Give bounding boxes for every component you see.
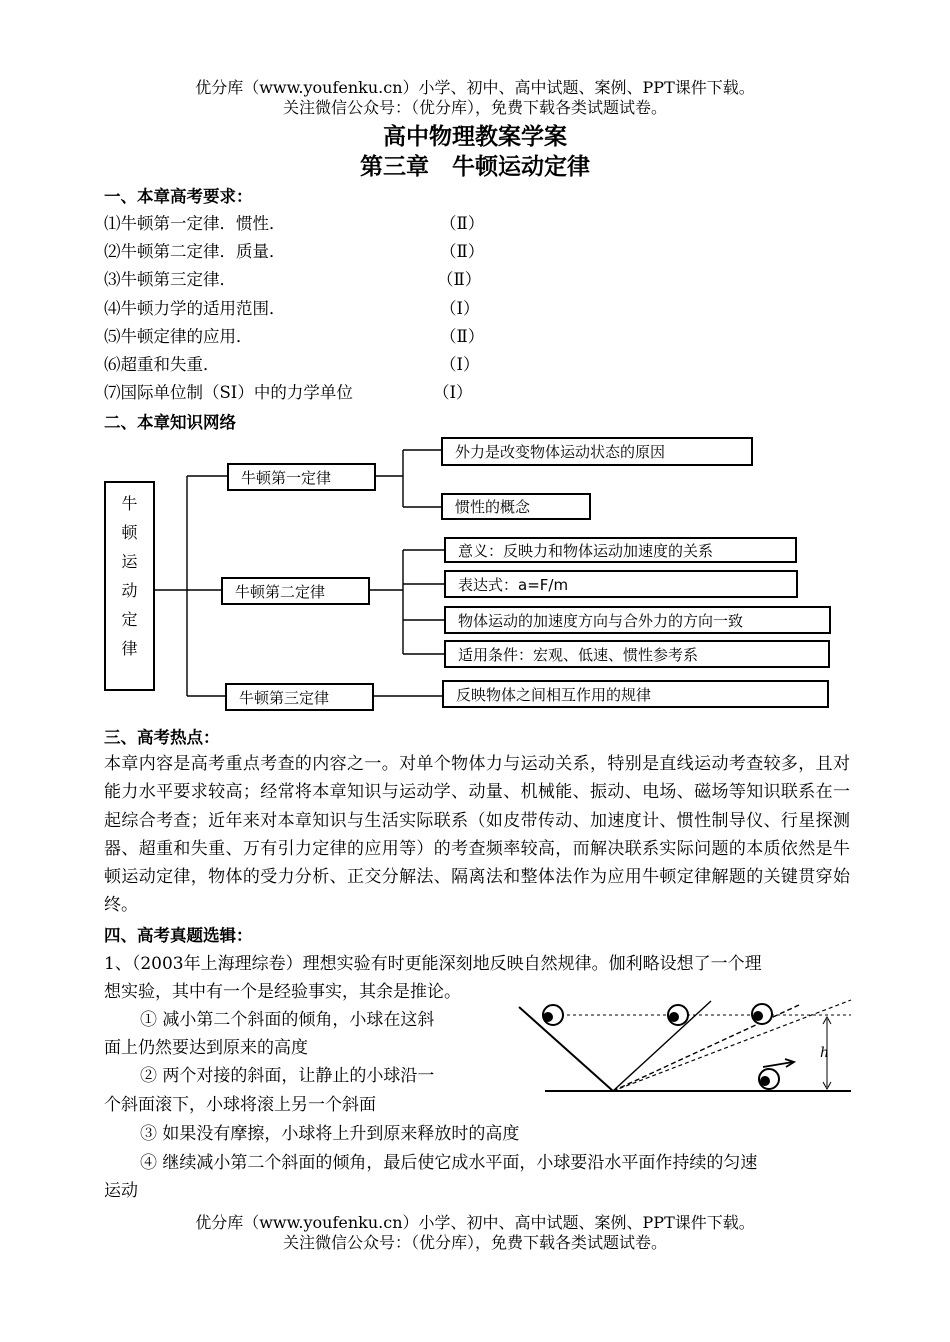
section1-heading: 一、本章高考要求： <box>104 187 253 206</box>
header-line-2: 关注微信公众号：（优分库），免费下载各类试题试卷。 <box>282 98 667 117</box>
root-char: 律 <box>121 639 138 658</box>
root-char: 运 <box>121 552 138 571</box>
law3-detail-box: 反映物体之间相互作用的规律 <box>442 680 829 708</box>
law1-detail-box: 惯性的概念 <box>441 493 591 520</box>
requirement-level: （Ⅱ） <box>440 327 485 346</box>
root-char: 定 <box>121 610 138 629</box>
question1-line1: 1、（2003年上海理综卷）理想实验有时更能深刻地反映自然规律。伽利略设想了一个理 <box>104 954 762 974</box>
requirement-level: （Ⅱ） <box>440 214 485 233</box>
law1-box: 牛顿第一定律 <box>227 463 376 491</box>
requirement-level: （Ⅰ） <box>440 355 480 374</box>
statement-1-cont: 面上仍然要达到原来的高度 <box>104 1038 308 1058</box>
law1-detail-box: 外力是改变物体运动状态的原因 <box>441 437 753 466</box>
requirement-item: ⑶牛顿第三定律． <box>104 270 236 289</box>
law2-detail-box: 适用条件：宏观、低速、惯性参考系 <box>444 640 830 668</box>
height-label: h <box>820 1045 830 1061</box>
requirement-item: ⑴牛顿第一定律．惯性． <box>104 214 286 233</box>
section3-body: 本章内容是高考重点考查的内容之一。对单个物体力与运动关系，特别是直线运动考查较多，且对能力水平要求较高；经常将本章知识与运动学、动量、机械能、振动、电场、磁场等知识联系在一起综合考查；近年来对本章知识与生活实际联系（如皮带传动、加速度计、惯性制导仪、行星探测器、超重和失重、万有引力定律的应用等）的考查频率较高，而解决联系实际问题的本质依然是牛顿运动定律，物体的受力分析、正交分解法、隔离法和整体法作为应用牛顿定律解题的关键贯穿始终。 <box>104 754 850 916</box>
statement-4: ④ 继续减小第二个斜面的倾角，最后使它成水平面，小球要沿水平面作持续的匀速 <box>140 1153 758 1173</box>
section4-heading: 四、高考真题选辑： <box>104 926 253 945</box>
network-root-box <box>104 481 155 691</box>
root-char: 动 <box>121 581 138 600</box>
section2-heading: 二、本章知识网络 <box>104 413 236 432</box>
statement-1: ① 减小第二个斜面的倾角，小球在这斜 <box>140 1010 435 1030</box>
requirement-item: ⑷牛顿力学的适用范围． <box>104 299 286 318</box>
requirement-level: （Ⅱ） <box>440 242 485 261</box>
requirement-item: ⑵牛顿第二定律．质量． <box>104 242 286 261</box>
statement-3: ③ 如果没有摩擦，小球将上升到原来释放时的高度 <box>140 1124 520 1144</box>
law2-detail-box: 物体运动的加速度方向与合外力的方向一致 <box>444 606 831 634</box>
requirement-item: ⑹超重和失重． <box>104 355 220 374</box>
requirement-level: （Ⅰ） <box>440 299 480 318</box>
root-char: 顿 <box>121 523 138 542</box>
law3-box: 牛顿第三定律 <box>225 683 374 711</box>
page-title: 高中物理教案学案 <box>383 123 567 150</box>
law2-box: 牛顿第二定律 <box>221 577 370 605</box>
requirement-item: ⑺国际单位制（SI）中的力学单位 <box>104 383 353 402</box>
root-char: 牛 <box>121 494 138 513</box>
statement-2-cont: 个斜面滚下，小球将滚上另一个斜面 <box>104 1095 376 1115</box>
requirement-item: ⑸牛顿定律的应用． <box>104 327 253 346</box>
requirement-level: （Ⅰ） <box>433 383 473 402</box>
statement-4-cont: 运动 <box>104 1181 138 1201</box>
incline-experiment-figure <box>515 995 855 1100</box>
statement-2: ② 两个对接的斜面，让静止的小球沿一 <box>140 1066 435 1086</box>
footer-line-2: 关注微信公众号：（优分库），免费下载各类试题试卷。 <box>282 1233 667 1252</box>
law2-detail-box: 表达式：a=F/m <box>444 570 798 598</box>
header-line-1: 优分库（www.youfenku.cn）小学、初中、高中试题、案例、PPT课件下载。 <box>195 78 755 97</box>
question1-line2: 想实验，其中有一个是经验事实，其余是推论。 <box>104 982 461 1002</box>
section3-heading: 三、高考热点： <box>104 728 220 747</box>
chapter-title: 第三章 牛顿运动定律 <box>360 153 590 180</box>
footer-line-1: 优分库（www.youfenku.cn）小学、初中、高中试题、案例、PPT课件下载。 <box>195 1213 755 1232</box>
law2-detail-box: 意义：反映力和物体运动加速度的关系 <box>444 537 797 563</box>
requirement-level: （Ⅱ） <box>437 270 482 289</box>
